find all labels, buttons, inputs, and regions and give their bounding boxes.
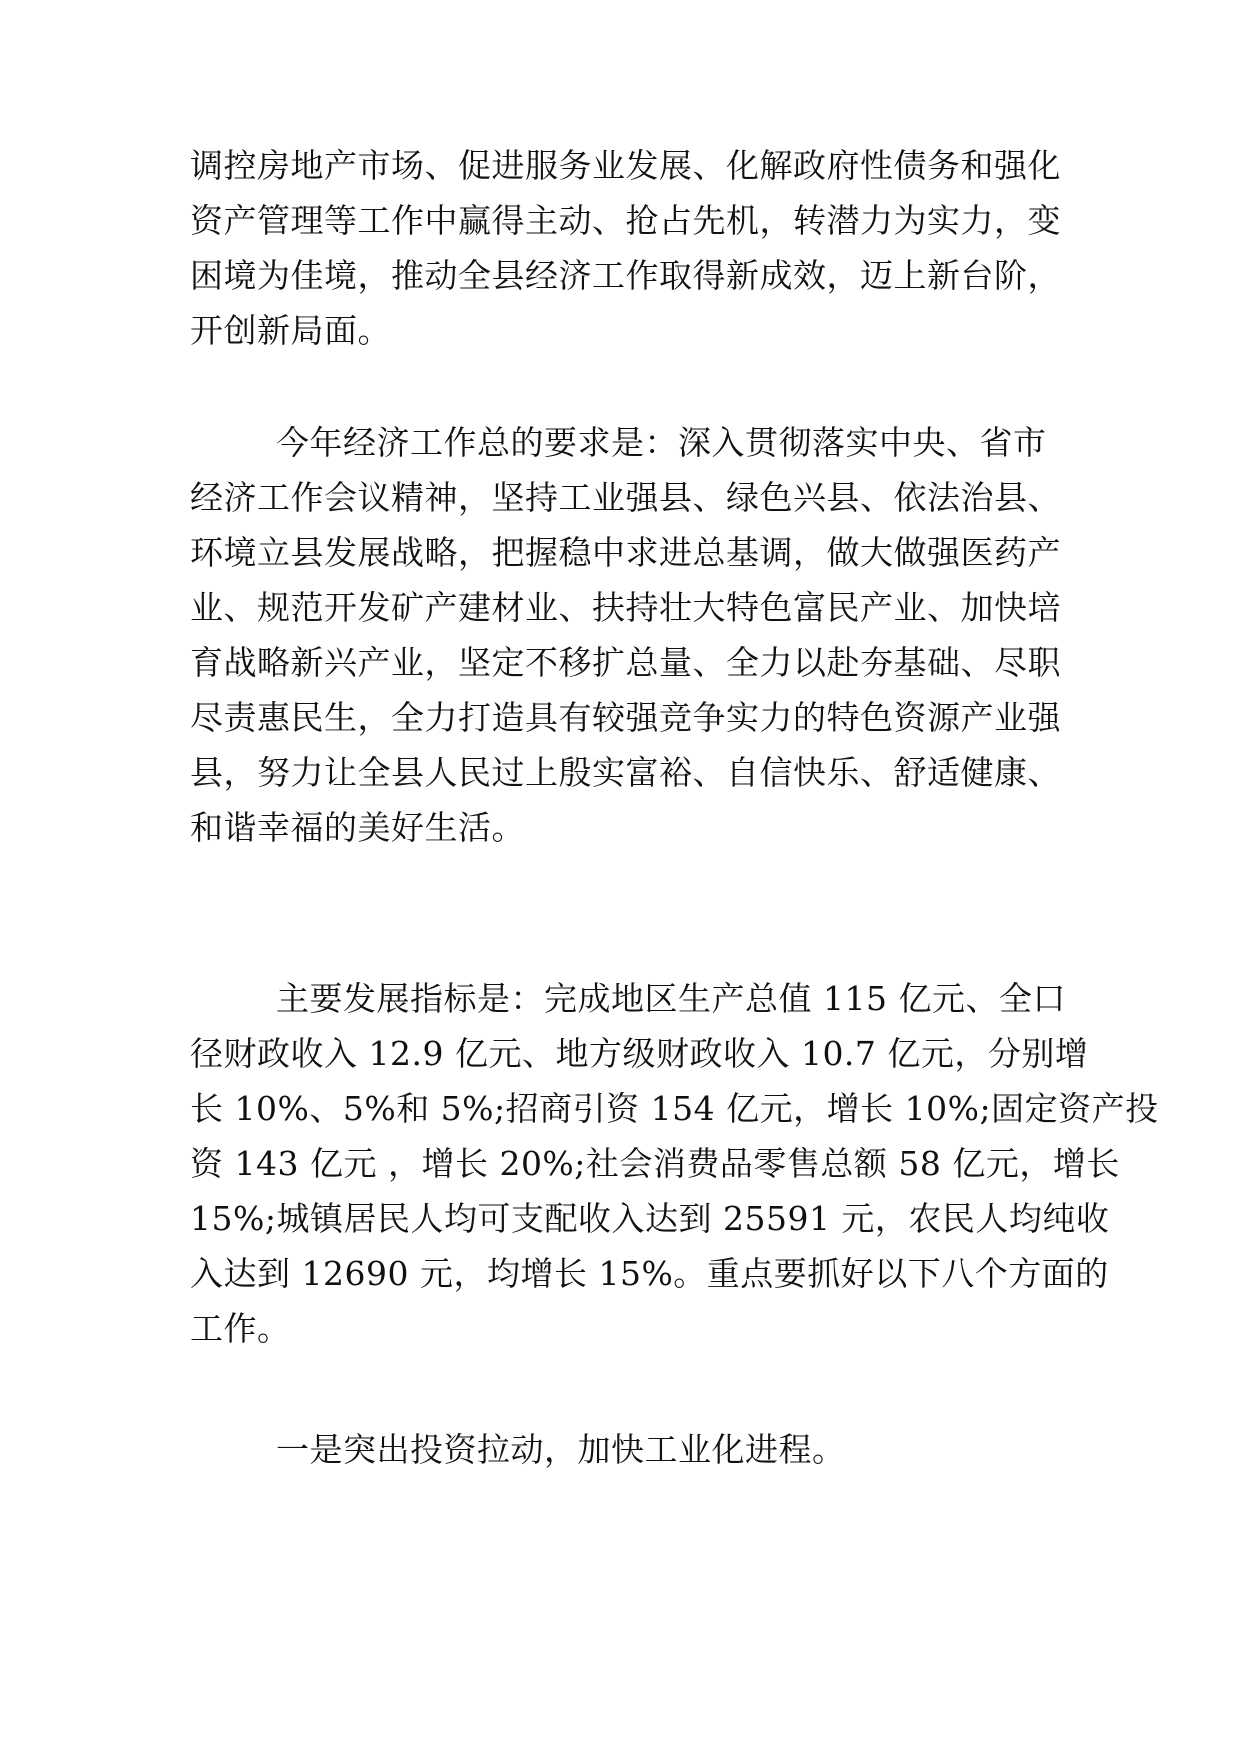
- paragraph-2-line-8: 和谐幸福的美好生活。: [190, 808, 525, 847]
- paragraph-2-line-3: 环境立县发展战略，把握稳中求进总基调，做大做强医药产: [190, 533, 1061, 572]
- paragraph-1-line-4: 开创新局面。: [190, 311, 391, 350]
- paragraph-2-line-7: 县，努力让全县人民过上殷实富裕、自信快乐、舒适健康、: [190, 753, 1061, 792]
- paragraph-1-line-1: 调控房地产市场、促进服务业发展、化解政府性债务和强化: [190, 146, 1061, 185]
- paragraph-3-line-3: 长 10%、5%和 5%;招商引资 154 亿元，增长 10%;固定资产投: [190, 1089, 1159, 1128]
- paragraph-3-line-5: 15%;城镇居民人均可支配收入达到 25591 元，农民人均纯收: [190, 1199, 1110, 1238]
- paragraph-1-line-3: 困境为佳境，推动全县经济工作取得新成效，迈上新台阶，: [190, 256, 1061, 295]
- paragraph-3-line-1: 主要发展指标是：完成地区生产总值 115 亿元、全口: [276, 979, 1066, 1018]
- paragraph-2-line-5: 育战略新兴产业，坚定不移扩总量、全力以赴夯基础、尽职: [190, 643, 1061, 682]
- paragraph-3-line-2: 径财政收入 12.9 亿元、地方级财政收入 10.7 亿元，分别增: [190, 1034, 1089, 1073]
- paragraph-3-line-7: 工作。: [190, 1309, 291, 1348]
- paragraph-3-line-6: 入达到 12690 元，均增长 15%。重点要抓好以下八个方面的: [190, 1254, 1109, 1293]
- paragraph-2-line-2: 经济工作会议精神，坚持工业强县、绿色兴县、依法治县、: [190, 478, 1061, 517]
- paragraph-4-line-1: 一是突出投资拉动，加快工业化进程。: [276, 1430, 846, 1469]
- paragraph-3-line-4: 资 143 亿元 ，增长 20%;社会消费品零售总额 58 亿元，增长: [190, 1144, 1120, 1183]
- paragraph-2-line-6: 尽责惠民生，全力打造具有较强竞争实力的特色资源产业强: [190, 698, 1061, 737]
- paragraph-1-line-2: 资产管理等工作中赢得主动、抢占先机，转潜力为实力，变: [190, 201, 1061, 240]
- paragraph-2-line-4: 业、规范开发矿产建材业、扶持壮大特色富民产业、加快培: [190, 588, 1061, 627]
- paragraph-2-line-1: 今年经济工作总的要求是：深入贯彻落实中央、省市: [276, 423, 1047, 462]
